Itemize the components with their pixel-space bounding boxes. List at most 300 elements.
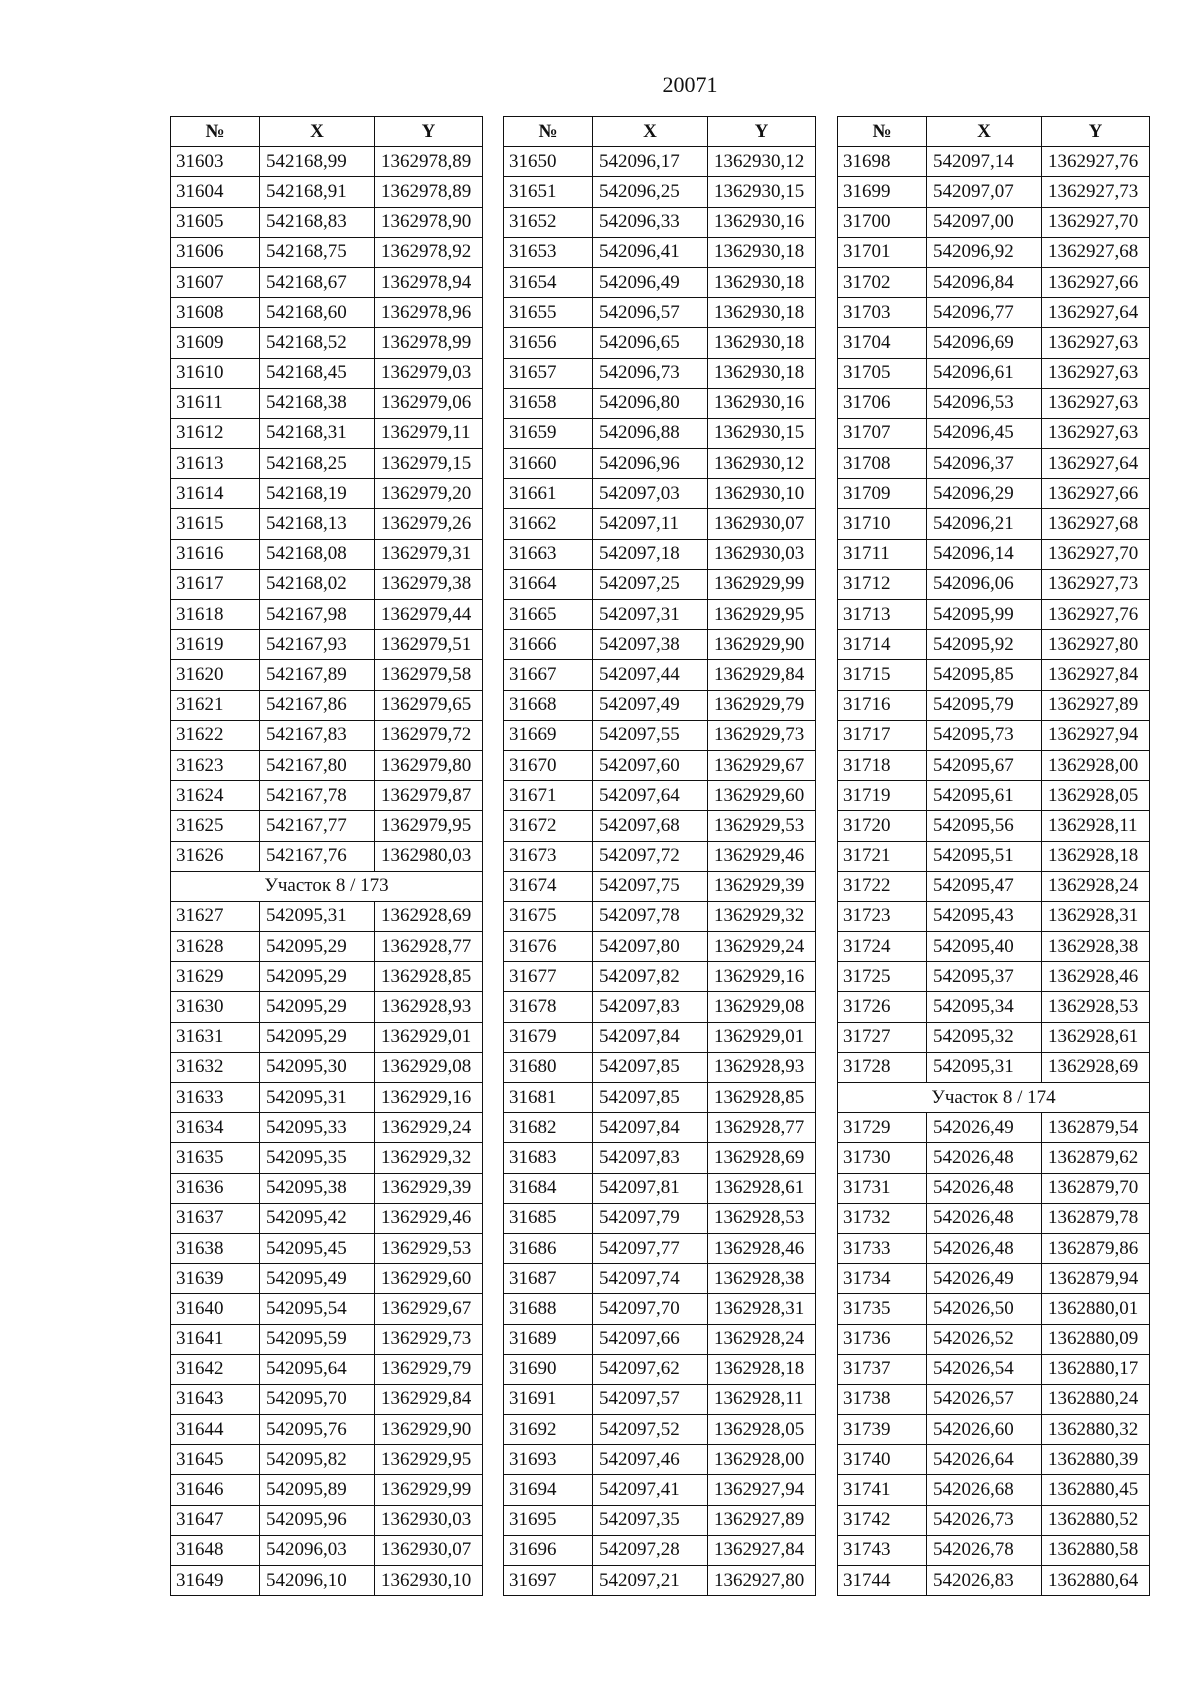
point-number-cell: 31693 <box>504 1445 593 1475</box>
y-coordinate-cell: 1362978,96 <box>375 298 483 328</box>
table-row <box>171 962 483 992</box>
table-row <box>504 1566 816 1596</box>
table-row <box>171 1535 483 1565</box>
x-coordinate-cell: 542167,86 <box>260 690 375 720</box>
x-coordinate-cell: 542026,48 <box>927 1203 1042 1233</box>
x-coordinate-cell: 542095,34 <box>927 992 1042 1022</box>
point-number-cell: 31616 <box>171 539 260 569</box>
y-coordinate-cell: 1362930,12 <box>708 147 816 177</box>
y-coordinate-cell: 1362879,70 <box>1042 1173 1150 1203</box>
table-row <box>504 449 816 479</box>
point-number-cell: 31705 <box>838 358 927 388</box>
table-row <box>838 871 1150 901</box>
point-number-cell: 31733 <box>838 1233 927 1263</box>
x-coordinate-cell: 542097,84 <box>593 1113 708 1143</box>
point-number-cell: 31639 <box>171 1264 260 1294</box>
y-coordinate-cell: 1362978,90 <box>375 207 483 237</box>
x-coordinate-cell: 542097,41 <box>593 1475 708 1505</box>
x-coordinate-cell: 542167,80 <box>260 750 375 780</box>
x-coordinate-cell: 542097,00 <box>927 207 1042 237</box>
table-row <box>838 569 1150 599</box>
point-number-cell: 31731 <box>838 1173 927 1203</box>
y-coordinate-cell: 1362980,03 <box>375 841 483 871</box>
table-row <box>504 569 816 599</box>
table-row <box>838 992 1150 1022</box>
y-coordinate-cell: 1362929,53 <box>708 811 816 841</box>
table-row <box>504 1324 816 1354</box>
y-coordinate-cell: 1362927,80 <box>1042 630 1150 660</box>
table-row <box>504 630 816 660</box>
y-coordinate-cell: 1362928,53 <box>1042 992 1150 1022</box>
point-number-cell: 31618 <box>171 600 260 630</box>
point-number-cell: 31708 <box>838 449 927 479</box>
y-coordinate-cell: 1362880,64 <box>1042 1566 1150 1596</box>
point-number-cell: 31654 <box>504 267 593 297</box>
table-row <box>171 267 483 297</box>
section-title: Участок 8 / 173 <box>171 871 483 901</box>
x-coordinate-cell: 542095,73 <box>927 720 1042 750</box>
point-number-cell: 31614 <box>171 479 260 509</box>
point-number-cell: 31643 <box>171 1384 260 1414</box>
table-row <box>171 690 483 720</box>
y-coordinate-cell: 1362978,94 <box>375 267 483 297</box>
x-coordinate-cell: 542168,13 <box>260 509 375 539</box>
x-coordinate-cell: 542026,57 <box>927 1384 1042 1414</box>
column-header-y: Y <box>1042 117 1150 147</box>
table-row <box>171 1294 483 1324</box>
table-row <box>171 841 483 871</box>
y-coordinate-cell: 1362929,53 <box>375 1233 483 1263</box>
point-number-cell: 31687 <box>504 1264 593 1294</box>
point-number-cell: 31633 <box>171 1083 260 1113</box>
y-coordinate-cell: 1362928,00 <box>1042 750 1150 780</box>
point-number-cell: 31711 <box>838 539 927 569</box>
table-row <box>171 1203 483 1233</box>
table-row <box>171 569 483 599</box>
point-number-cell: 31712 <box>838 569 927 599</box>
table-row <box>171 1354 483 1384</box>
y-coordinate-cell: 1362979,03 <box>375 358 483 388</box>
x-coordinate-cell: 542095,96 <box>260 1505 375 1535</box>
x-coordinate-cell: 542097,85 <box>593 1052 708 1082</box>
y-coordinate-cell: 1362979,87 <box>375 781 483 811</box>
table-row <box>838 1445 1150 1475</box>
y-coordinate-cell: 1362979,51 <box>375 630 483 660</box>
point-number-cell: 31697 <box>504 1566 593 1596</box>
point-number-cell: 31668 <box>504 690 593 720</box>
x-coordinate-cell: 542096,57 <box>593 298 708 328</box>
x-coordinate-cell: 542097,79 <box>593 1203 708 1233</box>
point-number-cell: 31673 <box>504 841 593 871</box>
x-coordinate-cell: 542097,60 <box>593 750 708 780</box>
y-coordinate-cell: 1362929,32 <box>375 1143 483 1173</box>
table-row <box>838 781 1150 811</box>
y-coordinate-cell: 1362929,01 <box>708 1022 816 1052</box>
x-coordinate-cell: 542095,29 <box>260 992 375 1022</box>
column-header-number: № <box>504 117 593 147</box>
y-coordinate-cell: 1362928,93 <box>708 1052 816 1082</box>
y-coordinate-cell: 1362927,84 <box>1042 660 1150 690</box>
table-row <box>838 418 1150 448</box>
table-row <box>838 328 1150 358</box>
point-number-cell: 31659 <box>504 418 593 448</box>
x-coordinate-cell: 542096,61 <box>927 358 1042 388</box>
section-row <box>838 1083 1150 1113</box>
x-coordinate-cell: 542095,82 <box>260 1445 375 1475</box>
column-header-x: X <box>927 117 1042 147</box>
table-row <box>504 388 816 418</box>
table-row <box>171 328 483 358</box>
y-coordinate-cell: 1362928,93 <box>375 992 483 1022</box>
x-coordinate-cell: 542097,03 <box>593 479 708 509</box>
table-row <box>838 237 1150 267</box>
table-row <box>838 1052 1150 1082</box>
table-row <box>838 1415 1150 1445</box>
point-number-cell: 31728 <box>838 1052 927 1082</box>
x-coordinate-cell: 542097,75 <box>593 871 708 901</box>
y-coordinate-cell: 1362928,46 <box>1042 962 1150 992</box>
table-row <box>838 509 1150 539</box>
point-number-cell: 31626 <box>171 841 260 871</box>
table-row <box>838 267 1150 297</box>
x-coordinate-cell: 542097,66 <box>593 1324 708 1354</box>
y-coordinate-cell: 1362880,09 <box>1042 1324 1150 1354</box>
table-row <box>838 1203 1150 1233</box>
x-coordinate-cell: 542096,17 <box>593 147 708 177</box>
x-coordinate-cell: 542097,46 <box>593 1445 708 1475</box>
x-coordinate-cell: 542095,51 <box>927 841 1042 871</box>
point-number-cell: 31722 <box>838 871 927 901</box>
point-number-cell: 31694 <box>504 1475 593 1505</box>
y-coordinate-cell: 1362979,65 <box>375 690 483 720</box>
point-number-cell: 31679 <box>504 1022 593 1052</box>
table-row <box>838 539 1150 569</box>
y-coordinate-cell: 1362929,46 <box>375 1203 483 1233</box>
point-number-cell: 31632 <box>171 1052 260 1082</box>
point-number-cell: 31698 <box>838 147 927 177</box>
y-coordinate-cell: 1362929,67 <box>708 750 816 780</box>
table-row <box>171 147 483 177</box>
point-number-cell: 31724 <box>838 932 927 962</box>
y-coordinate-cell: 1362928,85 <box>375 962 483 992</box>
x-coordinate-cell: 542097,38 <box>593 630 708 660</box>
point-number-cell: 31716 <box>838 690 927 720</box>
table-row <box>171 750 483 780</box>
point-number-cell: 31612 <box>171 418 260 448</box>
x-coordinate-cell: 542097,81 <box>593 1173 708 1203</box>
table-row <box>171 1173 483 1203</box>
x-coordinate-cell: 542026,64 <box>927 1445 1042 1475</box>
table-row <box>504 750 816 780</box>
point-number-cell: 31725 <box>838 962 927 992</box>
table-row <box>171 1324 483 1354</box>
x-coordinate-cell: 542097,52 <box>593 1415 708 1445</box>
y-coordinate-cell: 1362930,16 <box>708 207 816 237</box>
y-coordinate-cell: 1362929,01 <box>375 1022 483 1052</box>
y-coordinate-cell: 1362930,07 <box>375 1535 483 1565</box>
point-number-cell: 31699 <box>838 177 927 207</box>
table-row <box>838 932 1150 962</box>
x-coordinate-cell: 542026,54 <box>927 1354 1042 1384</box>
point-number-cell: 31613 <box>171 449 260 479</box>
table-row <box>171 298 483 328</box>
y-coordinate-cell: 1362930,18 <box>708 237 816 267</box>
table-row <box>171 1233 483 1263</box>
table-row <box>838 962 1150 992</box>
x-coordinate-cell: 542097,25 <box>593 569 708 599</box>
y-coordinate-cell: 1362929,95 <box>708 600 816 630</box>
y-coordinate-cell: 1362930,18 <box>708 358 816 388</box>
table-row <box>838 388 1150 418</box>
y-coordinate-cell: 1362929,60 <box>375 1264 483 1294</box>
table-row <box>171 1445 483 1475</box>
y-coordinate-cell: 1362879,78 <box>1042 1203 1150 1233</box>
table-row <box>504 1294 816 1324</box>
table-row <box>171 720 483 750</box>
y-coordinate-cell: 1362928,18 <box>1042 841 1150 871</box>
y-coordinate-cell: 1362929,79 <box>375 1354 483 1384</box>
y-coordinate-cell: 1362928,61 <box>1042 1022 1150 1052</box>
point-number-cell: 31736 <box>838 1324 927 1354</box>
table-row <box>171 660 483 690</box>
x-coordinate-cell: 542168,38 <box>260 388 375 418</box>
x-coordinate-cell: 542096,49 <box>593 267 708 297</box>
table-row <box>171 992 483 1022</box>
table-row <box>171 932 483 962</box>
table-row <box>171 1415 483 1445</box>
x-coordinate-cell: 542095,35 <box>260 1143 375 1173</box>
table-row <box>171 479 483 509</box>
point-number-cell: 31631 <box>171 1022 260 1052</box>
y-coordinate-cell: 1362928,11 <box>708 1384 816 1414</box>
point-number-cell: 31604 <box>171 177 260 207</box>
y-coordinate-cell: 1362927,64 <box>1042 449 1150 479</box>
x-coordinate-cell: 542096,45 <box>927 418 1042 448</box>
table-row <box>504 1052 816 1082</box>
table-row <box>504 660 816 690</box>
y-coordinate-cell: 1362929,99 <box>708 569 816 599</box>
x-coordinate-cell: 542097,14 <box>927 147 1042 177</box>
x-coordinate-cell: 542026,78 <box>927 1535 1042 1565</box>
point-number-cell: 31734 <box>838 1264 927 1294</box>
x-coordinate-cell: 542095,40 <box>927 932 1042 962</box>
page-number: 20071 <box>662 72 718 97</box>
x-coordinate-cell: 542095,45 <box>260 1233 375 1263</box>
y-coordinate-cell: 1362880,45 <box>1042 1475 1150 1505</box>
point-number-cell: 31726 <box>838 992 927 1022</box>
x-coordinate-cell: 542026,68 <box>927 1475 1042 1505</box>
y-coordinate-cell: 1362979,58 <box>375 660 483 690</box>
column-header-x: X <box>593 117 708 147</box>
x-coordinate-cell: 542097,44 <box>593 660 708 690</box>
x-coordinate-cell: 542168,08 <box>260 539 375 569</box>
y-coordinate-cell: 1362930,10 <box>708 479 816 509</box>
x-coordinate-cell: 542168,25 <box>260 449 375 479</box>
y-coordinate-cell: 1362979,95 <box>375 811 483 841</box>
x-coordinate-cell: 542167,77 <box>260 811 375 841</box>
point-number-cell: 31703 <box>838 298 927 328</box>
table-row <box>171 237 483 267</box>
point-number-cell: 31615 <box>171 509 260 539</box>
point-number-cell: 31617 <box>171 569 260 599</box>
point-number-cell: 31638 <box>171 1233 260 1263</box>
y-coordinate-cell: 1362928,05 <box>708 1415 816 1445</box>
y-coordinate-cell: 1362929,24 <box>708 932 816 962</box>
point-number-cell: 31702 <box>838 267 927 297</box>
point-number-cell: 31674 <box>504 871 593 901</box>
table-row <box>171 418 483 448</box>
table-row <box>171 600 483 630</box>
x-coordinate-cell: 542095,56 <box>927 811 1042 841</box>
table-row <box>171 1505 483 1535</box>
point-number-cell: 31603 <box>171 147 260 177</box>
point-number-cell: 31744 <box>838 1566 927 1596</box>
y-coordinate-cell: 1362880,01 <box>1042 1294 1150 1324</box>
table-row <box>504 177 816 207</box>
point-number-cell: 31650 <box>504 147 593 177</box>
y-coordinate-cell: 1362929,90 <box>708 630 816 660</box>
x-coordinate-cell: 542097,85 <box>593 1083 708 1113</box>
x-coordinate-cell: 542095,76 <box>260 1415 375 1445</box>
point-number-cell: 31637 <box>171 1203 260 1233</box>
table-row <box>838 449 1150 479</box>
y-coordinate-cell: 1362930,15 <box>708 177 816 207</box>
point-number-cell: 31610 <box>171 358 260 388</box>
point-number-cell: 31739 <box>838 1415 927 1445</box>
x-coordinate-cell: 542097,83 <box>593 1143 708 1173</box>
table-row <box>504 237 816 267</box>
point-number-cell: 31678 <box>504 992 593 1022</box>
y-coordinate-cell: 1362880,24 <box>1042 1384 1150 1414</box>
table-row <box>504 509 816 539</box>
x-coordinate-cell: 542168,83 <box>260 207 375 237</box>
y-coordinate-cell: 1362928,85 <box>708 1083 816 1113</box>
y-coordinate-cell: 1362929,99 <box>375 1475 483 1505</box>
y-coordinate-cell: 1362879,62 <box>1042 1143 1150 1173</box>
y-coordinate-cell: 1362929,73 <box>375 1324 483 1354</box>
y-coordinate-cell: 1362928,61 <box>708 1173 816 1203</box>
point-number-cell: 31669 <box>504 720 593 750</box>
x-coordinate-cell: 542168,31 <box>260 418 375 448</box>
x-coordinate-cell: 542097,07 <box>927 177 1042 207</box>
x-coordinate-cell: 542168,45 <box>260 358 375 388</box>
x-coordinate-cell: 542097,49 <box>593 690 708 720</box>
x-coordinate-cell: 542026,49 <box>927 1264 1042 1294</box>
table-row <box>171 1022 483 1052</box>
point-number-cell: 31741 <box>838 1475 927 1505</box>
y-coordinate-cell: 1362930,12 <box>708 449 816 479</box>
y-coordinate-cell: 1362879,86 <box>1042 1233 1150 1263</box>
y-coordinate-cell: 1362979,26 <box>375 509 483 539</box>
point-number-cell: 31676 <box>504 932 593 962</box>
table-row <box>504 358 816 388</box>
table-row <box>838 147 1150 177</box>
point-number-cell: 31710 <box>838 509 927 539</box>
table-row <box>504 871 816 901</box>
coordinates-table-1 <box>170 116 483 1596</box>
point-number-cell: 31732 <box>838 1203 927 1233</box>
point-number-cell: 31611 <box>171 388 260 418</box>
x-coordinate-cell: 542026,73 <box>927 1505 1042 1535</box>
y-coordinate-cell: 1362927,63 <box>1042 328 1150 358</box>
coordinates-table-3 <box>837 116 1150 1596</box>
y-coordinate-cell: 1362927,94 <box>708 1475 816 1505</box>
x-coordinate-cell: 542097,55 <box>593 720 708 750</box>
y-coordinate-cell: 1362929,79 <box>708 690 816 720</box>
x-coordinate-cell: 542095,42 <box>260 1203 375 1233</box>
y-coordinate-cell: 1362929,32 <box>708 901 816 931</box>
point-number-cell: 31627 <box>171 901 260 931</box>
point-number-cell: 31715 <box>838 660 927 690</box>
section-title: Участок 8 / 174 <box>838 1083 1150 1113</box>
x-coordinate-cell: 542095,43 <box>927 901 1042 931</box>
point-number-cell: 31714 <box>838 630 927 660</box>
x-coordinate-cell: 542097,64 <box>593 781 708 811</box>
y-coordinate-cell: 1362927,63 <box>1042 388 1150 418</box>
y-coordinate-cell: 1362927,84 <box>708 1535 816 1565</box>
point-number-cell: 31655 <box>504 298 593 328</box>
point-number-cell: 31696 <box>504 1535 593 1565</box>
point-number-cell: 31720 <box>838 811 927 841</box>
y-coordinate-cell: 1362928,38 <box>708 1264 816 1294</box>
y-coordinate-cell: 1362979,11 <box>375 418 483 448</box>
table-row <box>838 177 1150 207</box>
x-coordinate-cell: 542096,88 <box>593 418 708 448</box>
table-row <box>504 147 816 177</box>
y-coordinate-cell: 1362927,80 <box>708 1566 816 1596</box>
x-coordinate-cell: 542096,77 <box>927 298 1042 328</box>
y-coordinate-cell: 1362930,10 <box>375 1566 483 1596</box>
point-number-cell: 31695 <box>504 1505 593 1535</box>
table-row <box>504 992 816 1022</box>
x-coordinate-cell: 542095,37 <box>927 962 1042 992</box>
column-header-number: № <box>838 117 927 147</box>
table-row <box>504 1173 816 1203</box>
point-number-cell: 31636 <box>171 1173 260 1203</box>
point-number-cell: 31635 <box>171 1143 260 1173</box>
x-coordinate-cell: 542096,73 <box>593 358 708 388</box>
point-number-cell: 31682 <box>504 1113 593 1143</box>
point-number-cell: 31686 <box>504 1233 593 1263</box>
y-coordinate-cell: 1362929,08 <box>708 992 816 1022</box>
x-coordinate-cell: 542096,65 <box>593 328 708 358</box>
point-number-cell: 31625 <box>171 811 260 841</box>
y-coordinate-cell: 1362978,99 <box>375 328 483 358</box>
y-coordinate-cell: 1362929,16 <box>375 1083 483 1113</box>
point-number-cell: 31719 <box>838 781 927 811</box>
table-row <box>838 1475 1150 1505</box>
point-number-cell: 31653 <box>504 237 593 267</box>
x-coordinate-cell: 542168,19 <box>260 479 375 509</box>
point-number-cell: 31656 <box>504 328 593 358</box>
table-row <box>838 811 1150 841</box>
y-coordinate-cell: 1362928,18 <box>708 1354 816 1384</box>
table-row <box>838 660 1150 690</box>
point-number-cell: 31671 <box>504 781 593 811</box>
table-row <box>838 600 1150 630</box>
y-coordinate-cell: 1362928,38 <box>1042 932 1150 962</box>
table-row <box>504 1022 816 1052</box>
point-number-cell: 31609 <box>171 328 260 358</box>
y-coordinate-cell: 1362929,73 <box>708 720 816 750</box>
table-row <box>504 841 816 871</box>
point-number-cell: 31688 <box>504 1294 593 1324</box>
table-row <box>504 418 816 448</box>
x-coordinate-cell: 542095,47 <box>927 871 1042 901</box>
table-row <box>838 298 1150 328</box>
table-row <box>504 690 816 720</box>
point-number-cell: 31642 <box>171 1354 260 1384</box>
